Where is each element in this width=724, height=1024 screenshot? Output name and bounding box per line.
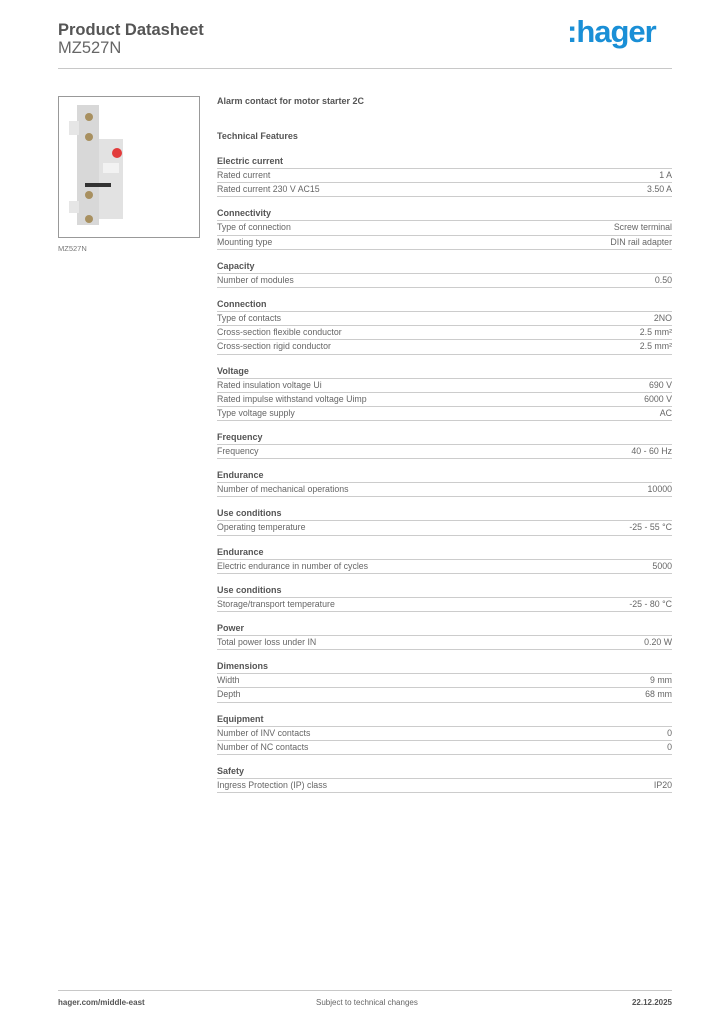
spec-value: 2.5 mm² <box>639 341 672 352</box>
spec-row <box>217 674 672 688</box>
spec-section <box>217 546 672 574</box>
spec-row <box>217 779 672 793</box>
spec-section <box>217 622 672 650</box>
spec-label: Rated current <box>217 170 271 180</box>
spec-value: 40 - 60 Hz <box>631 446 672 457</box>
image-caption: MZ527N <box>58 244 87 253</box>
spec-section <box>217 155 672 197</box>
spec-row <box>217 221 672 235</box>
section-title: Connection <box>217 298 672 312</box>
spec-sections <box>217 155 672 793</box>
spec-row <box>217 741 672 755</box>
spec-value: 690 V <box>649 379 672 390</box>
spec-row <box>217 598 672 612</box>
spec-value: 9 mm <box>650 675 672 686</box>
spec-section <box>217 660 672 702</box>
spec-row <box>217 445 672 459</box>
spec-row <box>217 688 672 702</box>
spec-section <box>217 713 672 755</box>
divider <box>58 68 672 69</box>
spec-label: Number of NC contacts <box>217 741 309 752</box>
spec-row <box>217 560 672 574</box>
section-title: Frequency <box>217 431 672 445</box>
spec-row <box>217 407 672 421</box>
hager-logo: :hager <box>567 14 656 49</box>
spec-section <box>217 765 672 793</box>
spec-value: 6000 V <box>644 393 672 404</box>
spec-value: 1 A <box>659 170 672 180</box>
spec-row <box>217 521 672 535</box>
spec-label: Rated insulation voltage Ui <box>217 379 322 390</box>
spec-section <box>217 469 672 497</box>
spec-label: Number of INV contacts <box>217 727 311 738</box>
section-title: Use conditions <box>217 507 672 521</box>
product-image <box>58 96 200 238</box>
spec-label: Cross-section rigid conductor <box>217 341 331 352</box>
spec-label: Electric endurance in number of cycles <box>217 560 369 571</box>
spec-label: Rated current 230 V AC15 <box>217 184 320 195</box>
spec-value: DIN rail adapter <box>610 236 672 247</box>
spec-value: -25 - 55 °C <box>629 522 672 533</box>
spec-row <box>217 340 672 354</box>
footer-date: 22.12.2025 <box>631 998 672 1007</box>
spec-label: Mounting type <box>217 236 273 247</box>
spec-value: 0 <box>667 741 672 752</box>
spec-section <box>217 431 672 459</box>
section-title: Power <box>217 622 672 636</box>
page-title: Product Datasheet <box>58 21 204 39</box>
spec-section <box>217 365 672 422</box>
spec-row <box>217 312 672 326</box>
spec-section <box>217 260 672 288</box>
spec-label: Frequency <box>217 446 259 457</box>
technical-features-heading: Technical Features <box>217 131 298 141</box>
spec-section <box>217 507 672 535</box>
spec-value: 2.5 mm² <box>639 327 672 338</box>
spec-value: 5000 <box>652 560 672 571</box>
spec-section <box>217 584 672 612</box>
spec-value: 0.20 W <box>644 637 672 647</box>
spec-row <box>217 183 672 197</box>
spec-row <box>217 326 672 340</box>
spec-row <box>217 393 672 407</box>
spec-value: 0.50 <box>654 274 672 285</box>
footer-divider <box>58 990 672 991</box>
section-title: Connectivity <box>217 207 672 221</box>
section-title: Voltage <box>217 365 672 379</box>
section-title: Dimensions <box>217 660 672 674</box>
spec-label: Number of mechanical operations <box>217 484 349 495</box>
spec-label: Storage/transport temperature <box>217 598 335 609</box>
spec-value: IP20 <box>653 779 672 790</box>
spec-label: Depth <box>217 689 241 700</box>
section-title: Safety <box>217 765 672 779</box>
spec-value: 10000 <box>647 484 672 495</box>
spec-label: Rated impulse withstand voltage Uimp <box>217 393 367 404</box>
spec-label: Type of connection <box>217 222 291 233</box>
product-illustration-icon <box>59 97 199 237</box>
section-title: Endurance <box>217 469 672 483</box>
section-title: Electric current <box>217 155 672 169</box>
section-title: Capacity <box>217 260 672 274</box>
spec-value: 68 mm <box>645 689 672 700</box>
spec-row <box>217 379 672 393</box>
spec-row <box>217 274 672 288</box>
spec-value: 0 <box>667 727 672 738</box>
spec-value: 3.50 A <box>647 184 672 195</box>
spec-section <box>217 207 672 249</box>
section-title: Endurance <box>217 546 672 560</box>
spec-value: -25 - 80 °C <box>629 598 672 609</box>
spec-label: Number of modules <box>217 274 294 285</box>
section-title: Equipment <box>217 713 672 727</box>
spec-row <box>217 483 672 497</box>
spec-value: AC <box>659 407 672 418</box>
footer-note: Subject to technical changes <box>316 998 418 1007</box>
spec-row <box>217 169 672 183</box>
spec-section <box>217 298 672 355</box>
spec-label: Width <box>217 675 240 686</box>
spec-label: Total power loss under IN <box>217 637 317 647</box>
product-name: Alarm contact for motor starter 2C <box>217 96 365 106</box>
footer-website: hager.com/middle-east <box>58 998 145 1007</box>
spec-label: Operating temperature <box>217 522 306 533</box>
spec-value: Screw terminal <box>613 222 672 233</box>
spec-row <box>217 727 672 741</box>
section-title: Use conditions <box>217 584 672 598</box>
spec-row <box>217 636 672 650</box>
spec-value: 2NO <box>653 312 672 323</box>
spec-content <box>217 96 672 793</box>
spec-label: Type voltage supply <box>217 407 295 418</box>
spec-label: Type of contacts <box>217 312 282 323</box>
product-code: MZ527N <box>58 39 122 57</box>
spec-row <box>217 236 672 250</box>
spec-label: Cross-section flexible conductor <box>217 327 342 338</box>
spec-label: Ingress Protection (IP) class <box>217 779 327 790</box>
